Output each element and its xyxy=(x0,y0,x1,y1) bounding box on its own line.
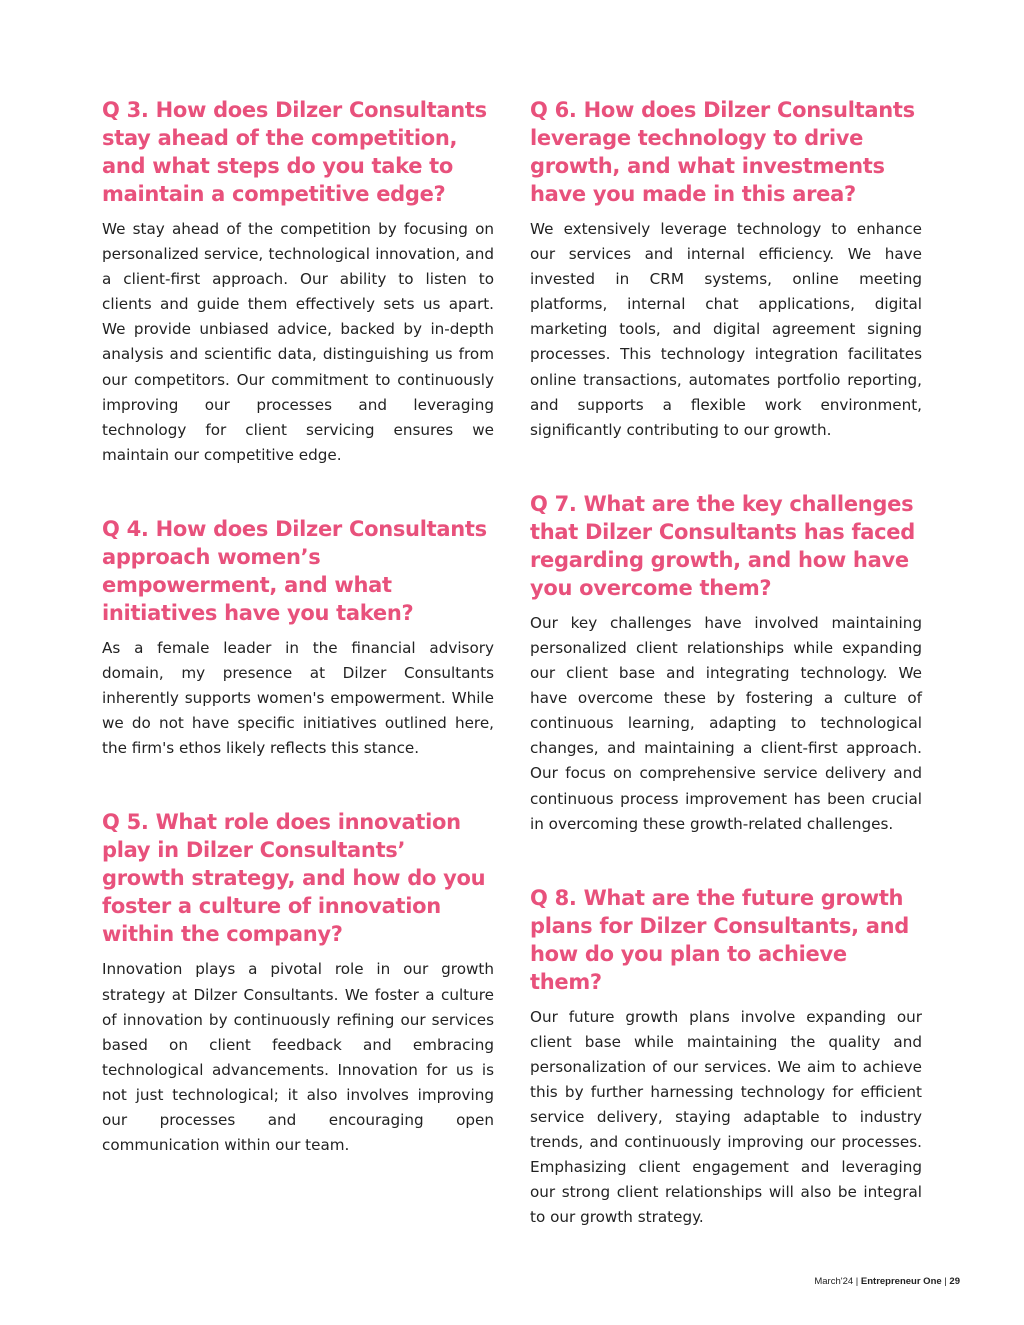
qa-block-q5 xyxy=(102,808,494,1158)
answer-paragraph: Our key challenges have involved maintaining personalized client relationships while expanding our client base and integrating technology. We have overcome these by fostering a culture of continuous learning, adapting to technological changes, and maintaining a client-first approach. Our focus on comprehensive service delivery and continuous process improvement has been crucial in overcoming these growth-related challenges. xyxy=(530,613,922,833)
qa-block-q4 xyxy=(102,515,494,761)
qa-block-q6 xyxy=(530,96,922,443)
answer-paragraph: Our future growth plans involve expanding our client base while maintaining the quality and personalization of our services. We aim to achieve this by further harnessing technology for efficient service delivery, staying adaptable to industry trends, and continuously improving our processes. Emphasizing client engagement and leveraging our strong client relationships will also be integral to our growth strategy. xyxy=(530,1007,922,1227)
answer-paragraph: Innovation plays a pivotal role in our growth strategy at Dilzer Consultants. We foster a culture of innovation by continuously refining our services based on client feedback and embracing technological advancements. Innovation for us is not just technological; it also involves improving our processes and encouraging open communication within our team. xyxy=(102,960,494,1155)
question-heading: Q 8. What are the future growth plans for Dilzer Consultants, and how do you plan to achieve them? xyxy=(530,885,910,994)
answer-paragraph: We extensively leverage technology to enhance our services and internal efficiency. We have invested in CRM systems, online meeting platforms, internal chat applications, digital marketing tools, and digital agreement signing processes. This technology integration facilitates online transactions, automates portfolio reporting, and supports a flexible work environment, significantly contributing to our growth. xyxy=(530,220,922,439)
question-heading: Q 3. How does Dilzer Consultants stay ahead of the competition, and what steps do you take to maintain a competitive edge? xyxy=(102,98,487,206)
page-number: 29 xyxy=(949,1276,960,1287)
right-column xyxy=(530,96,922,1231)
footer-separator: | xyxy=(944,1276,947,1287)
footer-issue: March'24 xyxy=(814,1276,854,1287)
question-heading: Q 4. How does Dilzer Consultants approach women’s empowerment, and what initiatives have you taken? xyxy=(102,516,487,625)
qa-block-q8 xyxy=(530,884,922,1231)
answer-paragraph: As a female leader in the financial advisory domain, my presence at Dilzer Consultants inherently supports women's empowerment. While we do not have specific initiatives outlined here, the firm's ethos likely reflects this stance. xyxy=(102,638,494,758)
qa-block-q7 xyxy=(530,490,922,837)
footer-publication: Entrepreneur One xyxy=(860,1276,942,1287)
question-heading: Q 7. What are the key challenges that Dilzer Consultants has faced regarding growth, and how have you overcome them? xyxy=(530,491,915,600)
question-heading: Q 5. What role does innovation play in Dilzer Consultants’ growth strategy, and how do you foster a culture of innovation within the company? xyxy=(102,810,486,947)
footer-separator: | xyxy=(855,1276,859,1287)
left-column xyxy=(102,96,494,1158)
page-footer xyxy=(814,1276,960,1287)
qa-block-q3 xyxy=(102,96,494,468)
answer-paragraph: We stay ahead of the competition by focusing on personalized service, technological innovation, and a client-first approach. Our ability to listen to clients and guide them effectively sets us apart. We provide unbiased advice, backed by in-depth analysis and scientific data, distinguishing us from our competitors. Our commitment to continuously improving our processes and leveraging technology for client servicing ensures we maintain our competitive edge. xyxy=(102,220,494,464)
question-heading: Q 6. How does Dilzer Consultants leverage technology to drive growth, and what investments have you made in this area? xyxy=(530,98,915,206)
